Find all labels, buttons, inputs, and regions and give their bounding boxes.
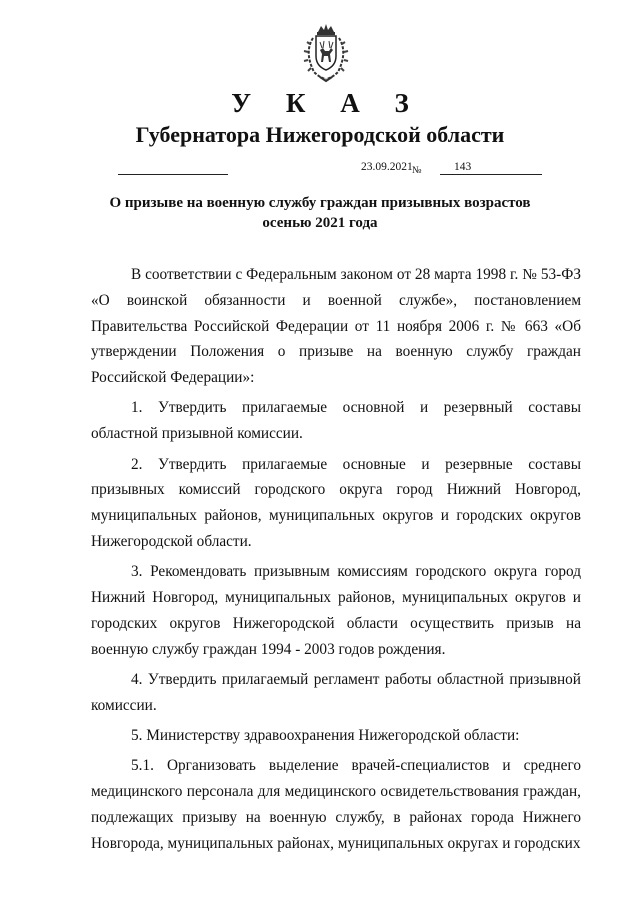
body-paragraph: 4. Утвердить прилагаемый регламент работы областной призывной комиссии. bbox=[91, 670, 581, 714]
body-paragraph: 1. Утвердить прилагаемые основной и резервный составы областной призывной комиссии. bbox=[91, 399, 581, 443]
subject-line: осенью 2021 года bbox=[262, 215, 378, 231]
decree-date: 23.09.2021 bbox=[361, 161, 413, 173]
body-paragraph: 3. Рекомендовать призывным комиссиям городского округа город Нижний Новгород, муниципальных районов, муниципальных округов и городских округов Нижегородской области осуществить призыв на военную службу граждан 1994 - 2003 годов рождения. bbox=[91, 563, 581, 658]
coat-of-arms-icon bbox=[296, 22, 356, 84]
number-label: № bbox=[412, 165, 422, 176]
decree-issuer: Губернатора Нижегородской области bbox=[135, 122, 505, 147]
decree-subject bbox=[0, 193, 640, 233]
decree-body bbox=[91, 262, 581, 861]
number-line bbox=[440, 174, 542, 175]
subject-line: О призыве на военную службу граждан призывных возрастов bbox=[109, 195, 531, 211]
blank-line bbox=[118, 174, 228, 175]
body-paragraph: 5. Министерству здравоохранения Нижегородской области: bbox=[131, 727, 520, 745]
body-paragraph: 2. Утвердить прилагаемые основные и резервные составы призывных комиссий городского округа город Нижний Новгород, муниципальных районов, муниципальных округов и городских округов Нижегородской области. bbox=[91, 455, 581, 550]
body-paragraph: 5.1. Организовать выделение врачей-специалистов и среднего медицинского персонала для медицинского освидетельствования граждан, подлежащих призыву на военную службу, в районах города Нижнего Новгорода, муниципальных районах, муниципальных округах и городских bbox=[91, 757, 581, 852]
decree-number: 143 bbox=[454, 161, 472, 173]
body-paragraph: В соответствии с Федеральным законом от 28 марта 1998 г. № 53-ФЗ «О воинской обязанности и военной службе», постановлением Правительства Российской Федерации от 11 ноября 2006 г. № 663 «Об утверждении Положения о призыве на военную службу граждан Российской Федерации»: bbox=[91, 266, 581, 387]
decree-meta bbox=[0, 158, 640, 180]
decree-title: У К А З bbox=[231, 88, 423, 118]
